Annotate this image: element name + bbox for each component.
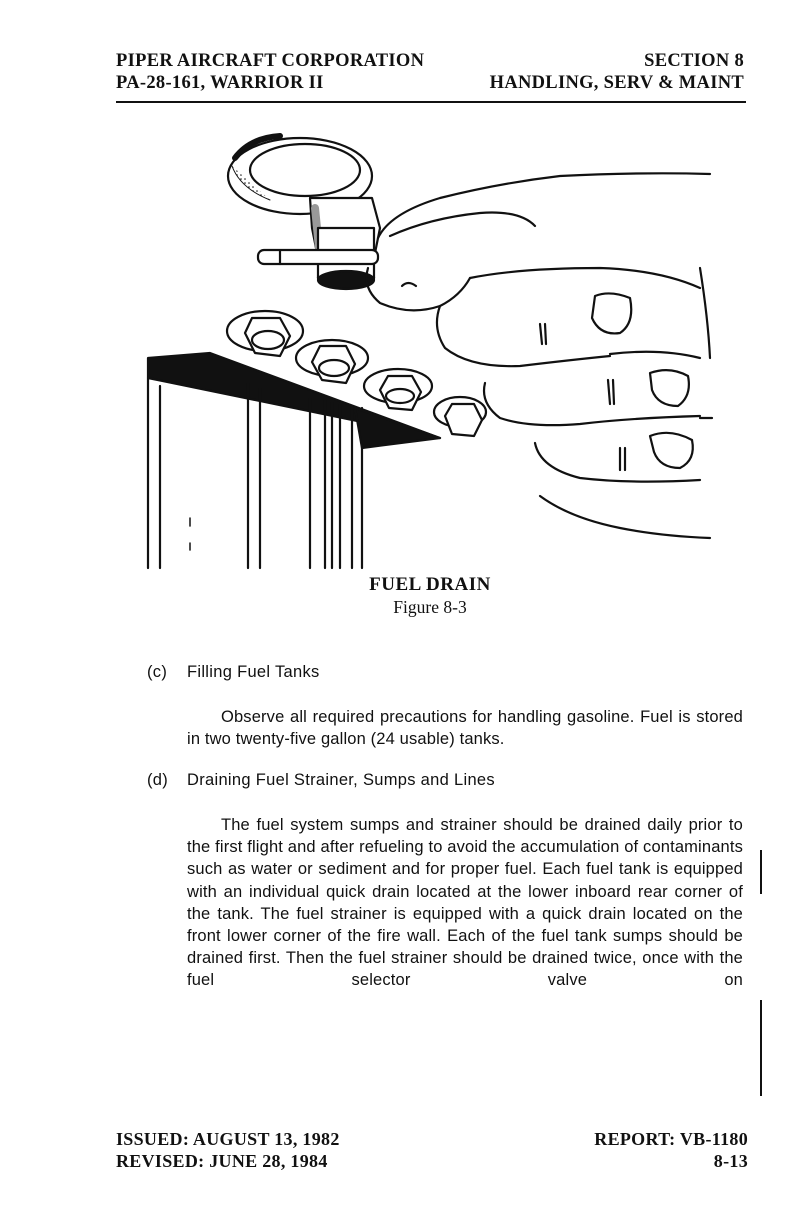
item-paragraph-c: Observe all required precautions for handling gasoline. Fuel is stored in two twenty-five gallon (24 usable) tanks. — [187, 708, 743, 749]
figure-number: Figure 8-3 — [393, 597, 467, 617]
issued-date: ISSUED: AUGUST 13, 1982 — [116, 1129, 340, 1149]
item-heading-c — [147, 663, 320, 682]
page-number: 8-13 — [713, 1151, 748, 1171]
revised-date: REVISED: JUNE 28, 1984 — [116, 1151, 328, 1171]
fuel-drain-illustration — [140, 118, 720, 578]
revision-bar — [760, 850, 762, 894]
item-label: (c) — [147, 663, 168, 681]
item-label: (d) — [147, 771, 169, 789]
page-header — [116, 50, 744, 94]
item-heading-text: Draining Fuel Strainer, Sumps and Lines — [187, 771, 495, 789]
company-name: PIPER AIRCRAFT CORPORATION — [116, 51, 425, 71]
item-heading-text: Filling Fuel Tanks — [187, 663, 320, 681]
chapter-title: HANDLING, SERV & MAINT — [489, 73, 744, 93]
header-rule — [116, 101, 746, 103]
item-paragraph-d: The fuel system sumps and strainer should be drained daily prior to the first flight and after refueling to avoid the accumulation of contaminants such as water or sediment and for proper fuel. Each fuel tank is equipped with an individual quick drain located at the lower inboard rear corner of the tank. The fuel strainer is equipped with a quick drain located on the front lower corner of the fire wall. Each of the fuel tank sumps should be drained first. Then the fuel strainer should be drained twice, once with the fuel selector valve on — [187, 816, 743, 990]
page-footer — [116, 1128, 748, 1172]
revision-bar — [760, 1000, 762, 1096]
aircraft-model: PA-28-161, WARRIOR II — [116, 73, 324, 93]
report-number: REPORT: VB-1180 — [594, 1129, 748, 1149]
section-number: SECTION 8 — [644, 51, 744, 71]
figure-title: FUEL DRAIN — [369, 574, 491, 595]
item-heading-d — [147, 771, 495, 790]
